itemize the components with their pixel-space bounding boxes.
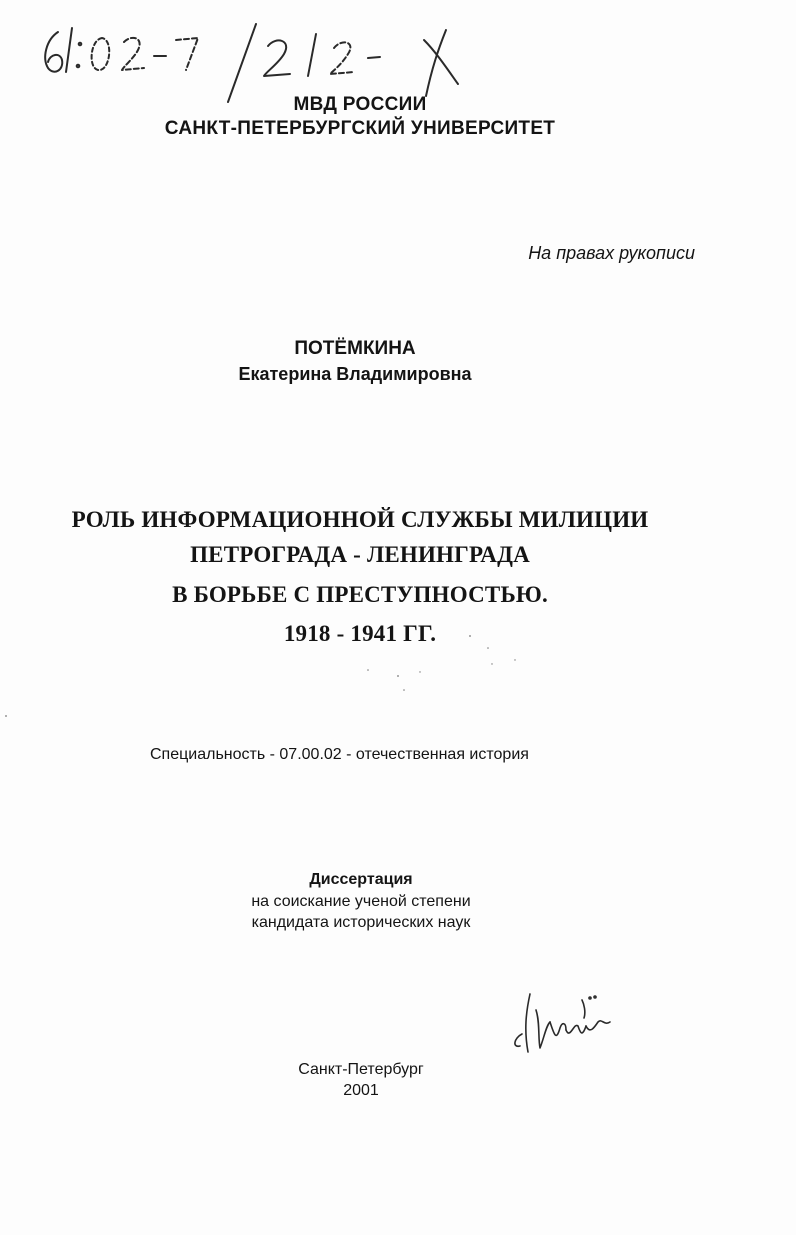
university-name: САНКТ-ПЕТЕРБУРГСКИЙ УНИВЕРСИТЕТ xyxy=(164,118,556,139)
handwritten-registration-number xyxy=(28,10,498,106)
dissertation-title-line-2: ПЕТРОГРАДА - ЛЕНИНГРАДА xyxy=(190,542,530,567)
degree-line-1: на соискание ученой степени xyxy=(251,893,471,910)
author-surname: ПОТЁМКИНА xyxy=(294,338,416,359)
manuscript-rights-note: На правах рукописи xyxy=(528,243,695,263)
dissertation-title-line-3: В БОРЬБЕ С ПРЕСТУПНОСТЬЮ. xyxy=(172,582,548,607)
dissertation-title-line-4: 1918 - 1941 ГГ. xyxy=(283,621,437,646)
handwritten-number-drawing xyxy=(28,10,498,106)
specialty-code: Специальность - 07.00.02 - отечественная история xyxy=(150,746,529,763)
publication-city: Санкт-Петербург xyxy=(298,1061,424,1078)
signature-drawing xyxy=(500,982,640,1062)
dissertation-label: Диссертация xyxy=(309,871,413,888)
ministry-name: МВД РОССИИ xyxy=(293,94,427,115)
degree-line-2: кандидата исторических наук xyxy=(251,914,471,931)
dissertation-title-line-1: РОЛЬ ИНФОРМАЦИОННОЙ СЛУЖБЫ МИЛИЦИИ xyxy=(71,507,649,532)
author-given-names: Екатерина Владимировна xyxy=(238,364,472,384)
author-signature xyxy=(500,982,640,1062)
publication-year: 2001 xyxy=(343,1082,379,1099)
